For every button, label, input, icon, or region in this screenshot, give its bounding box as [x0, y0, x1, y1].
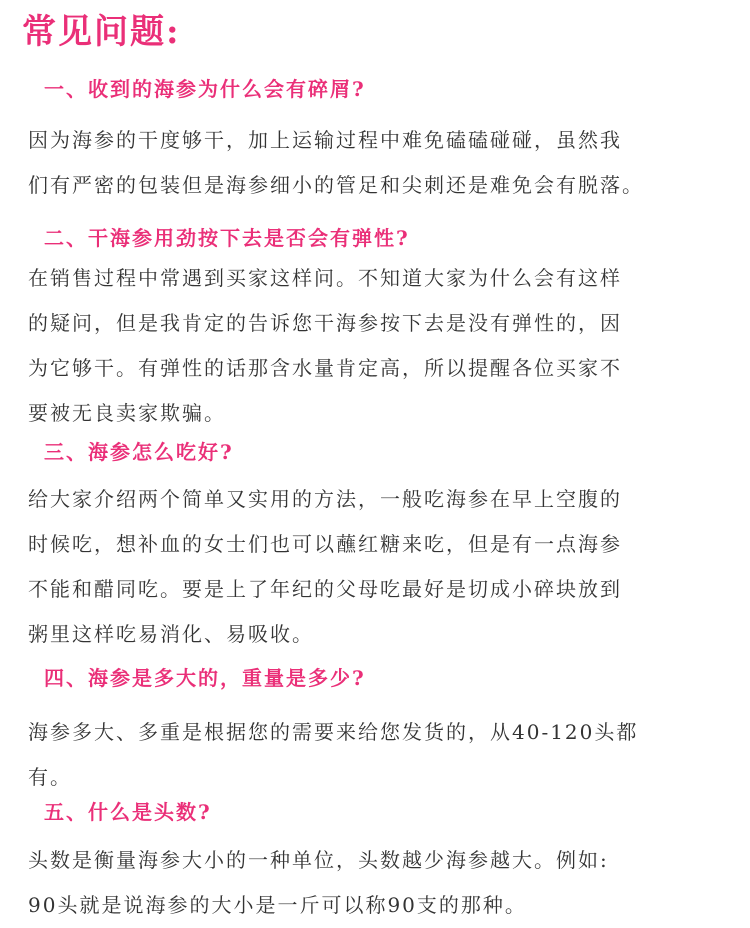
- answer-line: 有。: [28, 765, 72, 789]
- answer-line: 要被无良卖家欺骗。: [28, 401, 226, 425]
- answer-line: 的疑问，但是我肯定的告诉您干海参按下去是没有弹性的，因: [28, 311, 622, 335]
- answer-line: 们有严密的包装但是海参细小的管足和尖刺还是难免会有脱落。: [28, 173, 644, 197]
- page-title: 常见问题:: [22, 12, 181, 52]
- answer-line: 时候吃，想补血的女士们也可以蘸红糖来吃，但是有一点海参: [28, 532, 622, 556]
- answer-line: 头数是衡量海参大小的一种单位，头数越少海参越大。例如:: [28, 848, 609, 872]
- faq-question-2: 二、干海参用劲按下去是否会有弹性?: [44, 226, 410, 250]
- faq-answer-2: [28, 256, 740, 436]
- faq-answer-5: [28, 838, 740, 928]
- faq-answer-4: [28, 710, 740, 800]
- faq-question-5: 五、什么是头数?: [44, 800, 212, 824]
- answer-line: 给大家介绍两个简单又实用的方法，一般吃海参在早上空腹的: [28, 487, 622, 511]
- faq-answer-1: [28, 118, 740, 208]
- answer-line: 因为海参的干度够干，加上运输过程中难免磕磕碰碰，虽然我: [28, 128, 622, 152]
- faq-answer-3: [28, 477, 740, 657]
- answer-line: 在销售过程中常遇到买家这样问。不知道大家为什么会有这样: [28, 266, 622, 290]
- faq-question-3: 三、海参怎么吃好?: [44, 440, 234, 464]
- answer-line: 为它够干。有弹性的话那含水量肯定高，所以提醒各位买家不: [28, 356, 622, 380]
- answer-line: 粥里这样吃易消化、易吸收。: [28, 622, 314, 646]
- faq-question-4: 四、海参是多大的，重量是多少?: [44, 666, 366, 690]
- answer-line: 不能和醋同吃。要是上了年纪的父母吃最好是切成小碎块放到: [28, 577, 622, 601]
- answer-line: 90头就是说海参的大小是一斤可以称90支的那种。: [28, 893, 527, 917]
- answer-line: 海参多大、多重是根据您的需要来给您发货的，从40-120头都: [28, 720, 639, 744]
- faq-question-1: 一、收到的海参为什么会有碎屑?: [44, 77, 366, 101]
